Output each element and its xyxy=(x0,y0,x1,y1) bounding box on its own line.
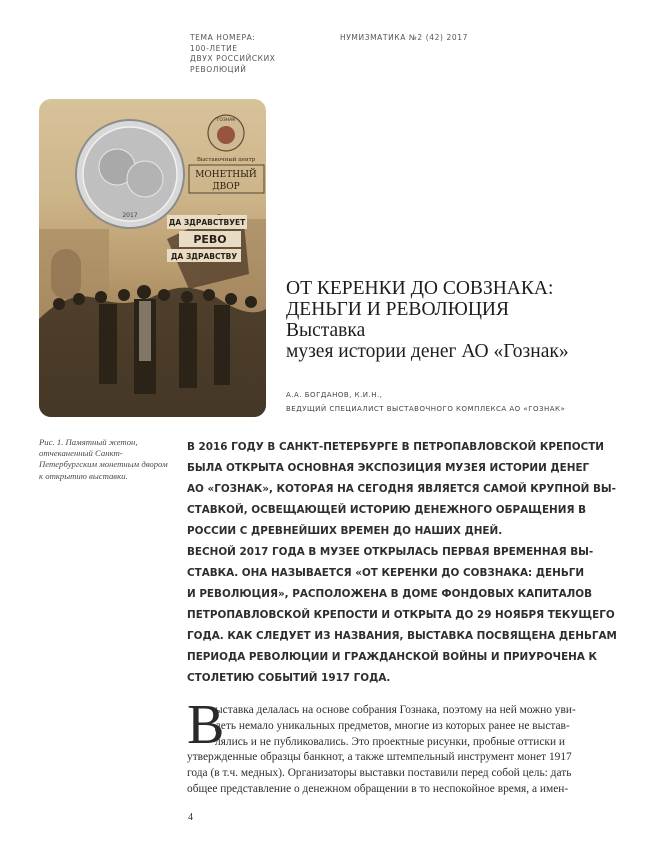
exhibition-photo xyxy=(39,99,266,417)
lead-line: И РЕВОЛЮЦИЯ», РАСПОЛОЖЕНА В ДОМЕ ФОНДОВЫХ КАПИТАЛОВ xyxy=(187,588,593,600)
section-label xyxy=(190,33,310,75)
lead-line: АО «ГОЗНАК», КОТОРАЯ НА СЕГОДНЯ ЯВЛЯЕТСЯ САМОЙ КРУПНОЙ ВЫ- xyxy=(187,483,616,495)
body-paragraph xyxy=(187,703,627,798)
title-line: ДЕНЬГИ И РЕВОЛЮЦИЯ xyxy=(286,299,509,320)
caption-line: Рис. 1. Памятный жетон, xyxy=(39,437,138,447)
title-line: ОТ КЕРЕНКИ ДО СОВЗНАКА: xyxy=(286,278,554,299)
body-line: деть немало уникальных предметов, многие из которых ранее не выстав- xyxy=(215,719,570,732)
author-position: ВЕДУЩИЙ СПЕЦИАЛИСТ ВЫСТАВОЧНОГО КОМПЛЕКСА АО «ГОЗНАК» xyxy=(286,405,566,413)
exhibit-small-text: Выставочный центр xyxy=(196,157,256,163)
lead-line: ГОДА. КАК СЛЕДУЕТ ИЗ НАЗВАНИЯ, ВЫСТАВКА ПОСВЯЩЕНА ДЕНЬГАМ xyxy=(187,630,617,642)
author-name: А.А. БОГДАНОВ, К.И.Н., xyxy=(286,391,383,399)
body-line: утвержденные образцы банкнот, а также штемпельный инструмент монет 1917 xyxy=(187,751,572,764)
section-label-line: РЕВОЛЮЦИЙ xyxy=(190,64,247,74)
lead-line: ВЕСНОЙ 2017 ГОДА В МУЗЕЕ ОТКРЫЛАСЬ ПЕРВАЯ ВРЕМЕННАЯ ВЫ- xyxy=(187,546,594,558)
body-line: ыставка делалась на основе собрания Гознака, поэтому на ней можно уви- xyxy=(215,704,576,716)
caption-line: к открытию выставки. xyxy=(39,470,128,481)
section-label-line: ДВУХ РОССИЙСКИХ xyxy=(190,54,276,63)
lead-line: БЫЛА ОТКРЫТА ОСНОВНАЯ ЭКСПОЗИЦИЯ МУЗЕЯ ИСТОРИИ ДЕНЕГ xyxy=(187,462,590,474)
lead-line: В 2016 ГОДУ В САНКТ-ПЕТЕРБУРГЕ В ПЕТРОПАВЛОВСКОЙ КРЕПОСТИ xyxy=(187,441,605,453)
exhibit-name-line-2: ДВОР xyxy=(212,182,240,192)
exhibit-name-line-1: МОНЕТНЫЙ xyxy=(195,170,257,180)
page-number: 4 xyxy=(188,812,193,823)
photo-illustration xyxy=(39,99,266,417)
title-line: Выставка xyxy=(286,320,366,341)
body-line: лялись и не публиковались. Это проектные рисунки, пробные оттиски и xyxy=(215,735,565,748)
caption-line: Петербургским монетным двором xyxy=(39,459,168,470)
lead-line: РОССИИ С ДРЕВНЕЙШИХ ВРЕМЕН ДО НАШИХ ДНЕЙ. xyxy=(187,525,503,537)
journal-issue: НУМИЗМАТИКА №2 (42) 2017 xyxy=(340,33,468,42)
title-line: музея истории денег АО «Гознак» xyxy=(286,341,569,362)
caption-line: отчеканенный Санкт- xyxy=(39,448,123,459)
lead-line: СТАВКА. ОНА НАЗЫВАЕТСЯ «ОТ КЕРЕНКИ ДО СОВЗНАКА: ДЕНЬГИ xyxy=(187,567,585,579)
medal-year: 2017 xyxy=(122,212,138,219)
section-label-line: 100-ЛЕТИЕ xyxy=(190,43,238,53)
article-title xyxy=(286,278,626,362)
body-line: года (в т.ч. медных). Организаторы выставки поставили перед собой цель: дать xyxy=(187,767,572,780)
lead-line: ПЕТРОПАВЛОВСКОЙ КРЕПОСТИ И ОТКРЫТА ДО 29 НОЯБРЯ ТЕКУЩЕГО xyxy=(187,609,615,621)
banner-3-text: ДА ЗДРАВСТВУ xyxy=(170,252,238,261)
author-block xyxy=(286,388,646,416)
lead-paragraph xyxy=(187,437,627,689)
banner-2-text: РЕВО xyxy=(193,233,227,246)
body-line: общее представление о денежном обращении в то неспокойное время, а имен- xyxy=(187,782,569,795)
lead-line: СТАВКОЙ, ОСВЕЩАЮЩЕЙ ИСТОРИЮ ДЕНЕЖНОГО ОБРАЩЕНИЯ В xyxy=(187,504,586,516)
drop-cap: В xyxy=(187,694,225,756)
goznak-logo-text: ГОЗНАК xyxy=(216,118,236,123)
section-label-line: ТЕМА НОМЕРА: xyxy=(190,33,256,42)
banner-1-text: ДА ЗДРАВСТВУЕТ xyxy=(168,218,246,227)
lead-line: ПЕРИОДА РЕВОЛЮЦИИ И ГРАЖДАНСКОЙ ВОЙНЫ И ПРИУРОЧЕНА К xyxy=(187,651,598,663)
lead-line: СТОЛЕТИЮ СОБЫТИЙ 1917 ГОДА. xyxy=(187,672,391,684)
figure-caption xyxy=(39,437,168,482)
